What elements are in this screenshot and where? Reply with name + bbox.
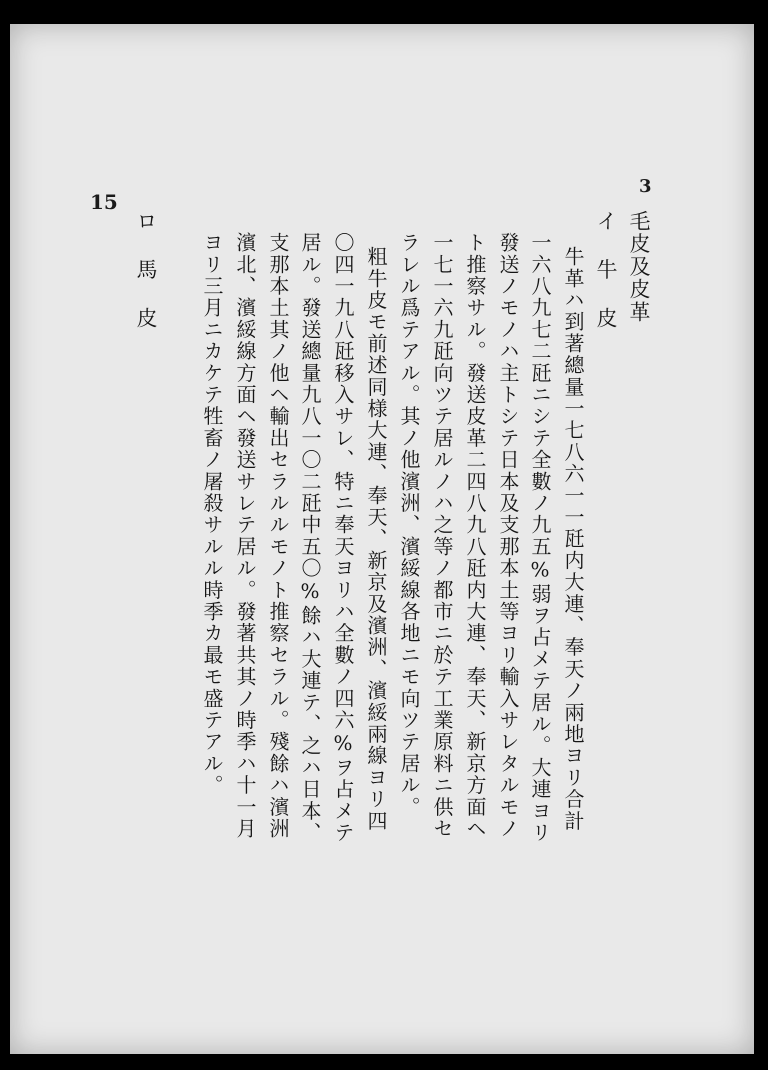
text-column: 支那本土其ノ他ヘ輸出セラルルモノト推察セラル。殘餘ハ濱洲 [266,232,290,840]
text-column: 一七一六九瓩向ツテ居ルノハ之等ノ都市ニ於テ工業原料ニ供セ [430,232,454,840]
text-column: 牛革ハ到著總量一七八六一一瓩内大連、奉天ノ兩地ヨリ合計 [561,246,585,832]
text-column: 居ル。發送總量九八一〇二瓩中五〇%餘ハ大連テ、之ハ日本、 [298,232,322,844]
subsection-heading-horsehide: ロ 馬 皮 [134,210,158,330]
section-heading: 毛皮及皮革 [627,210,651,324]
text-column: 粗牛皮モ前述同様大連、奉天、新京及濱洲、濱綏兩線ヨリ四 [364,246,388,832]
text-column: 發送ノモノハ主トシテ日本及支那本土等ヨリ輸入サレタルモノ [496,232,520,840]
text-column: ト推察サル。發送皮革二四八九八瓩内大連、奉天、新京方面ヘ [463,232,487,840]
document-page [10,24,754,1054]
text-column: ラレル爲テアル。其ノ他濱洲、濱綏線各地ニモ向ツテ居ル。 [397,232,421,818]
text-column: 濱北、濱綏線方面ヘ發送サレテ居ル。發著共其ノ時季ハ十一月 [233,232,257,840]
subsection-heading-cowhide: イ 牛 皮 [594,210,618,330]
page-number: 15 [90,190,118,214]
section-number: 3 [639,176,652,197]
text-column: 〇四一九八瓩移入サレ、特ニ奉天ヨリハ全數ノ四六%ヲ占メテ [331,232,355,844]
text-column: 一六八九七二瓩ニシテ全數ノ九五%弱ヲ占メテ居ル。大連ヨリ [528,232,552,844]
text-column: ヨリ三月ニカケテ牲畜ノ屠殺サルル時季カ最モ盛テアル。 [200,232,224,797]
